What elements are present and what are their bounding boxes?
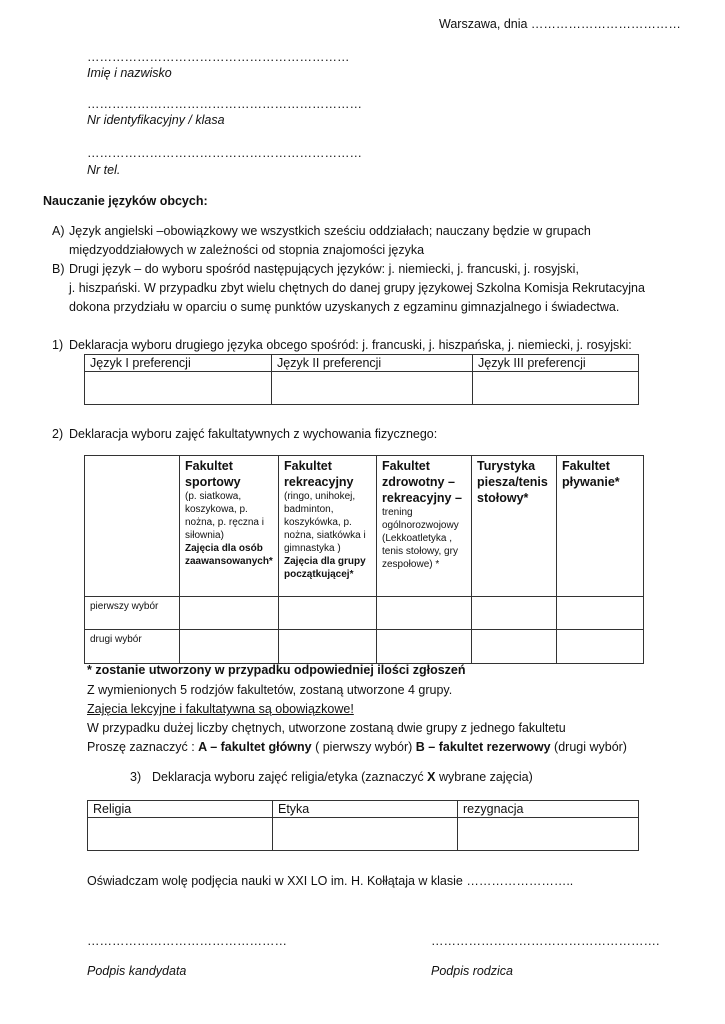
faculty-col-tourism [472,456,557,597]
item-a-line1: Język angielski –obowiązkowy we wszystkich sześciu oddziałach; nauczany będzie w grupach [69,224,591,238]
faculty-recreation-note: Zajęcia dla grupy początkującej* [284,556,366,580]
item-b-marker: B) [52,262,65,276]
faculty-table [84,455,644,664]
faculty-col-swimming [557,456,644,597]
note-groups: Z wymienionych 5 rodzjów fakultetów, zostaną utworzone 4 grupy. [87,683,453,697]
resign-header: rezygnacja [458,801,639,818]
tel-label: Nr tel. [87,163,121,177]
religion-cell[interactable] [88,818,273,851]
table-row [85,630,644,664]
declaration: Oświadczam wolę podjęcia nauki w XXI LO im. H. Kołłątaja w klasie …………………….. [87,874,574,888]
faculty-swimming-title: Fakultet pływanie* [562,459,620,489]
second-choice-swimming[interactable] [557,630,644,664]
q1-marker: 1) [52,338,64,352]
first-choice-recreation[interactable] [279,597,377,630]
signature-parent-label: Podpis rodzica [431,964,513,978]
faculty-corner [85,456,180,597]
name-label: Imię i nazwisko [87,66,172,80]
lang-cell-2[interactable] [272,372,473,405]
row-label-first: pierwszy wybór [85,597,180,630]
lang-cell-3[interactable] [473,372,639,405]
note-instruction-reserve: B – fakultet rezerwowy [415,740,551,754]
first-choice-health[interactable] [377,597,472,630]
note-instruction-main: A – fakultet główny [198,740,312,754]
lang-header-3: Język III preferencji [473,355,639,372]
id-label: Nr identyfikacyjny / klasa [87,113,225,127]
id-dots[interactable]: ………………………………………………………… [87,97,362,111]
q3-text-x: X [427,770,436,784]
faculty-col-recreation [279,456,377,597]
item-a-marker: A) [52,224,65,238]
lang-header-2: Język II preferencji [272,355,473,372]
q3-text-a: Deklaracja wyboru zajęć religia/etyka (zaznaczyć [152,770,428,784]
q3-text [152,770,533,784]
signature-candidate-line[interactable]: ………………………………………… [87,934,287,948]
second-choice-health[interactable] [377,630,472,664]
note-instruction-c: ( pierwszy wybór) [311,740,416,754]
faculty-sport-note: Zajęcia dla osób zaawansowanych* [185,543,273,567]
table-row [85,597,644,630]
note-two-groups: W przypadku dużej liczby chętnych, utworzone zostaną dwie grupy z jednego fakultetu [87,721,566,735]
second-choice-tourism[interactable] [472,630,557,664]
second-choice-recreation[interactable] [279,630,377,664]
faculty-health-title: Fakultet zdrowotny – rekreacyjny – [382,459,462,505]
faculty-recreation-title: Fakultet rekreacyjny [284,459,354,489]
tel-dots[interactable]: ………………………………………………………… [87,146,362,160]
religion-table [87,800,639,851]
section-title: Nauczanie języków obcych: [43,194,208,208]
first-choice-swimming[interactable] [557,597,644,630]
note-instruction-a: Proszę zaznaczyć : [87,740,199,754]
signature-parent-line[interactable]: ………………………………………………. [431,934,660,948]
ethics-cell[interactable] [273,818,458,851]
faculty-recreation-desc: (ringo, unihokej, badminton, koszykówka, p. nożna, siatkówka i gimnastyka ) [284,491,366,554]
lang-header-1: Język I preferencji [85,355,272,372]
signature-candidate-label: Podpis kandydata [87,964,187,978]
item-b-line2: j. hiszpański. W przypadku zbyt wielu chętnych do danej grupy językowej Szkolna Komisja Rekrutacyjna [69,281,645,295]
second-choice-sport[interactable] [180,630,279,664]
item-b-line3: dokona przydziału w oparciu o sumę punktów uzyskanych z egzaminu gimnazjalnego i świadectwa. [69,300,620,314]
name-dots[interactable]: ……………………………………………………… [87,50,350,64]
note-instruction-e: (drugi wybór) [550,740,627,754]
faculty-sport-desc: (p. siatkowa, koszykowa, p. nożna, p. ręczna i siłownia) [185,491,264,541]
faculty-col-health [377,456,472,597]
religion-header: Religia [88,801,273,818]
resign-cell[interactable] [458,818,639,851]
q2-text: Deklaracja wyboru zajęć fakultatywnych z wychowania fizycznego: [69,427,438,441]
item-b-line1: Drugi język – do wyboru spośród następujących języków: j. niemiecki, j. francuski, j. rosyjski, [69,262,579,276]
q2-marker: 2) [52,427,64,441]
first-choice-sport[interactable] [180,597,279,630]
row-label-second: drugi wybór [85,630,180,664]
q3-text-b: wybrane zajęcia) [435,770,533,784]
place-date: Warszawa, dnia ……………………………… [439,17,681,31]
faculty-col-sport [180,456,279,597]
faculty-tourism-title: Turystyka piesza/tenis stołowy* [477,459,548,505]
ethics-header: Etyka [273,801,458,818]
lang-cell-1[interactable] [85,372,272,405]
note-mandatory: Zajęcia lekcyjne i fakultatywna są obowiązkowe! [87,702,354,716]
q1-text: Deklaracja wyboru drugiego języka obcego spośród: j. francuski, j. hiszpańska, j. niemiecki, j. rosyjski: [69,338,632,352]
q3-marker: 3) [130,770,142,784]
first-choice-tourism[interactable] [472,597,557,630]
faculty-health-desc: trening ogólnorozwojowy (Lekkoatletyka , tenis stołowy, gry zespołowe) * [382,507,459,570]
item-a-line2: międzyoddziałowych w zależności od stopnia znajomości języka [69,243,425,257]
note-instruction [87,740,627,754]
language-table [84,354,639,405]
faculty-sport-title: Fakultet sportowy [185,459,241,489]
note-asterisk: * zostanie utworzony w przypadku odpowiedniej ilości zgłoszeń [87,663,466,677]
